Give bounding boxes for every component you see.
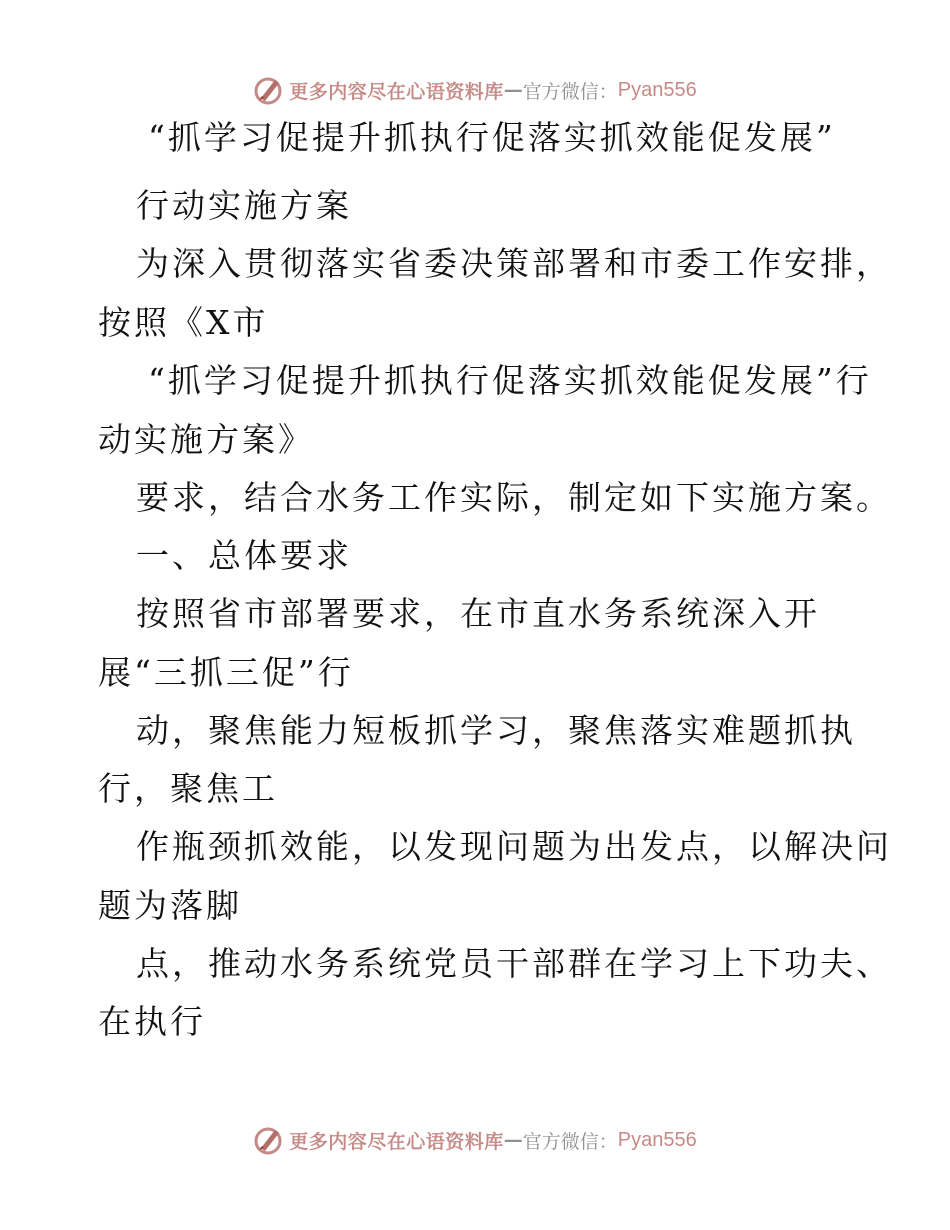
doc-text-line: 行，聚焦工 — [98, 769, 278, 808]
doc-text-line: 在执行 — [98, 1002, 206, 1041]
banner-separator: — — [503, 79, 523, 101]
doc-text-line: 为深入贯彻落实省委决策部署和市委工作安排， — [136, 244, 892, 283]
banner-wechat-id: Pyan556 — [617, 1128, 697, 1151]
doc-text-line: 点，推动水务系统党员干部群在学习上下功夫、 — [136, 944, 892, 983]
doc-text-line: 要求，结合水务工作实际，制定如下实施方案。 — [136, 478, 892, 517]
footer-watermark-banner — [0, 1120, 950, 1160]
doc-text-line: 按照《X市 — [98, 303, 269, 342]
doc-title-line-2: 行动实施方案 — [136, 186, 352, 225]
doc-text-line: 展“三抓三促”行 — [98, 653, 354, 692]
banner-wechat-label: 官方微信： — [522, 1130, 618, 1153]
banner-text: 更多内容尽在心语资料库 — [289, 1130, 504, 1153]
doc-text-line: 动实施方案》 — [98, 420, 314, 459]
doc-section-heading: 一、总体要求 — [136, 536, 352, 575]
banner-wechat-id: Pyan556 — [617, 78, 697, 101]
doc-text-line: 动，聚焦能力短板抓学习，聚焦落实难题抓执 — [136, 711, 856, 750]
quill-logo-icon — [253, 74, 285, 106]
doc-text-line: 按照省市部署要求，在市直水务系统深入开 — [136, 594, 820, 633]
doc-text-line: 作瓶颈抓效能，以发现问题为出发点，以解决问 — [136, 827, 892, 866]
quill-logo-icon — [253, 1124, 285, 1156]
banner-wechat-label: 官方微信： — [522, 80, 618, 103]
banner-text: 更多内容尽在心语资料库 — [289, 80, 504, 103]
banner-separator: — — [503, 1129, 523, 1151]
doc-text-line: 题为落脚 — [98, 886, 242, 925]
doc-title-line-1: “抓学习促提升抓执行促落实抓效能促发展” — [148, 118, 836, 157]
doc-text-line: “抓学习促提升抓执行促落实抓效能促发展”行 — [148, 361, 872, 400]
header-watermark-banner — [0, 70, 950, 110]
